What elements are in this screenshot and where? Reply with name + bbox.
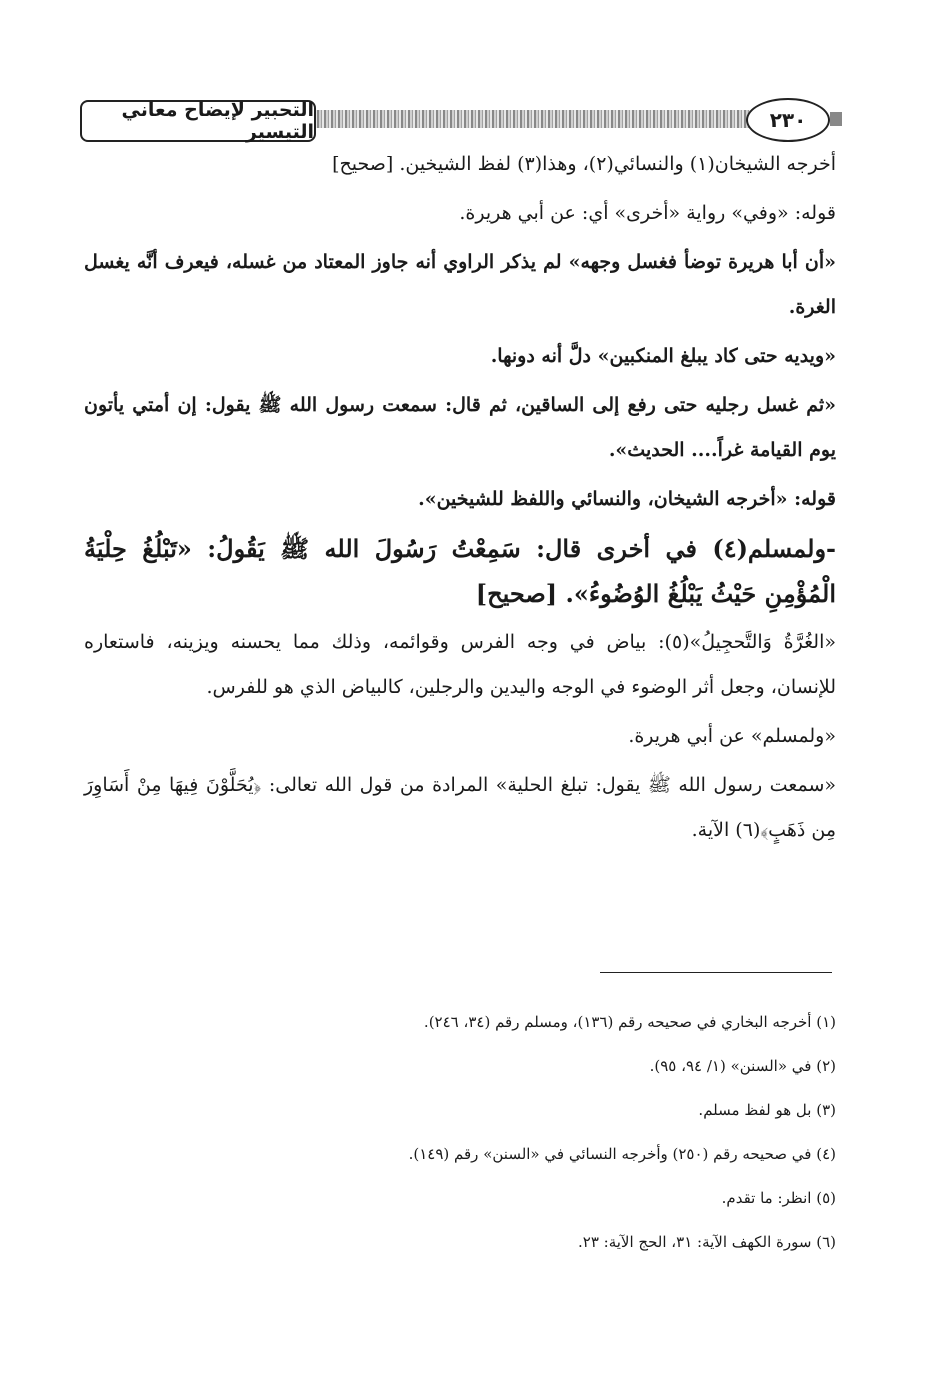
header-ornament-band bbox=[310, 110, 780, 128]
hadith-paragraph: -ولمسلم(٤) في أخرى قال: سَمِعْتُ رَسُولَ الله ﷺ يَقُولُ: «تَبْلُغُ حِلْيَةُ الْمُؤْمِنِ حَيْثُ يَبْلُغُ الوُضُوءُ». [صحيح] bbox=[84, 534, 836, 608]
footnote: (٦) سورة الكهف الآية: ٣١، الحج الآية: ٢٣. bbox=[577, 1233, 836, 1251]
paragraph: «سمعت رسول الله ﷺ يقول: تبلغ الحلية» المرادة من قول الله تعالى: ﴿يُحَلَّوْنَ فِيهَا مِنْ أَسَاوِرَ مِن ذَهَبٍ﴾(٦) الآية. bbox=[84, 774, 836, 841]
paragraph: «ولمسلم» عن أبي هريرة. bbox=[628, 725, 836, 747]
paragraph: «الغُرَّةُ وَالتَّحجِيلُ»(٥): بياض في وجه الفرس وقوائمه، وذلك مما يحسنه ويزينه، فاستعاره للإنسان، وجعل أثر الوضوء في الوجه واليدين والرجلين، كالبياض الذي هو للفرس. bbox=[84, 631, 836, 698]
footnotes bbox=[84, 1000, 836, 1264]
paragraph: قوله: «وفي» رواية «أخرى» أي: عن أبي هريرة. bbox=[459, 202, 836, 224]
paragraph: أخرجه الشيخان(١) والنسائي(٢)، وهذا(٣) لفظ الشيخين. [صحيح] bbox=[332, 153, 836, 175]
footnote: (١) أخرجه البخاري في صحيحه رقم (١٣٦)، ومسلم رقم (٣٤، ٢٤٦). bbox=[423, 1013, 836, 1031]
paragraph: «ثم غسل رجليه حتى رفع إلى الساقين، ثم قال: سمعت رسول الله ﷺ يقول: إن أمتي يأتون يوم القيامة غراً.... الحديث». bbox=[84, 394, 836, 461]
footnote: (٣) بل هو لفظ مسلم. bbox=[698, 1101, 836, 1119]
book-title: التحبير لإيضاح معاني التيسير bbox=[80, 100, 316, 142]
paragraph: «أن أبا هريرة توضأ فغسل وجهه» لم يذكر الراوي أنه جاوز المعتاد من غسله، فيعرف أنَّه يغسل الغرة. bbox=[84, 251, 836, 318]
paragraph: قوله: «أخرجه الشيخان، والنسائي واللفظ للشيخين». bbox=[418, 488, 836, 510]
page-header bbox=[80, 98, 840, 142]
footnote: (٤) في صحيحه رقم (٢٥٠) وأخرجه النسائي في «السنن» رقم (١٤٩). bbox=[408, 1145, 836, 1163]
paragraph: «ويديه حتى كاد يبلغ المنكبين» دلَّ أنه دونها. bbox=[490, 345, 836, 367]
footnote: (٥) انظر: ما تقدم. bbox=[721, 1189, 836, 1207]
main-text bbox=[84, 142, 836, 857]
page-number: ٢٣٠ bbox=[746, 98, 830, 142]
footnote-separator bbox=[600, 972, 832, 973]
footnote: (٢) في «السنن» (١/ ٩٤، ٩٥). bbox=[649, 1057, 836, 1075]
